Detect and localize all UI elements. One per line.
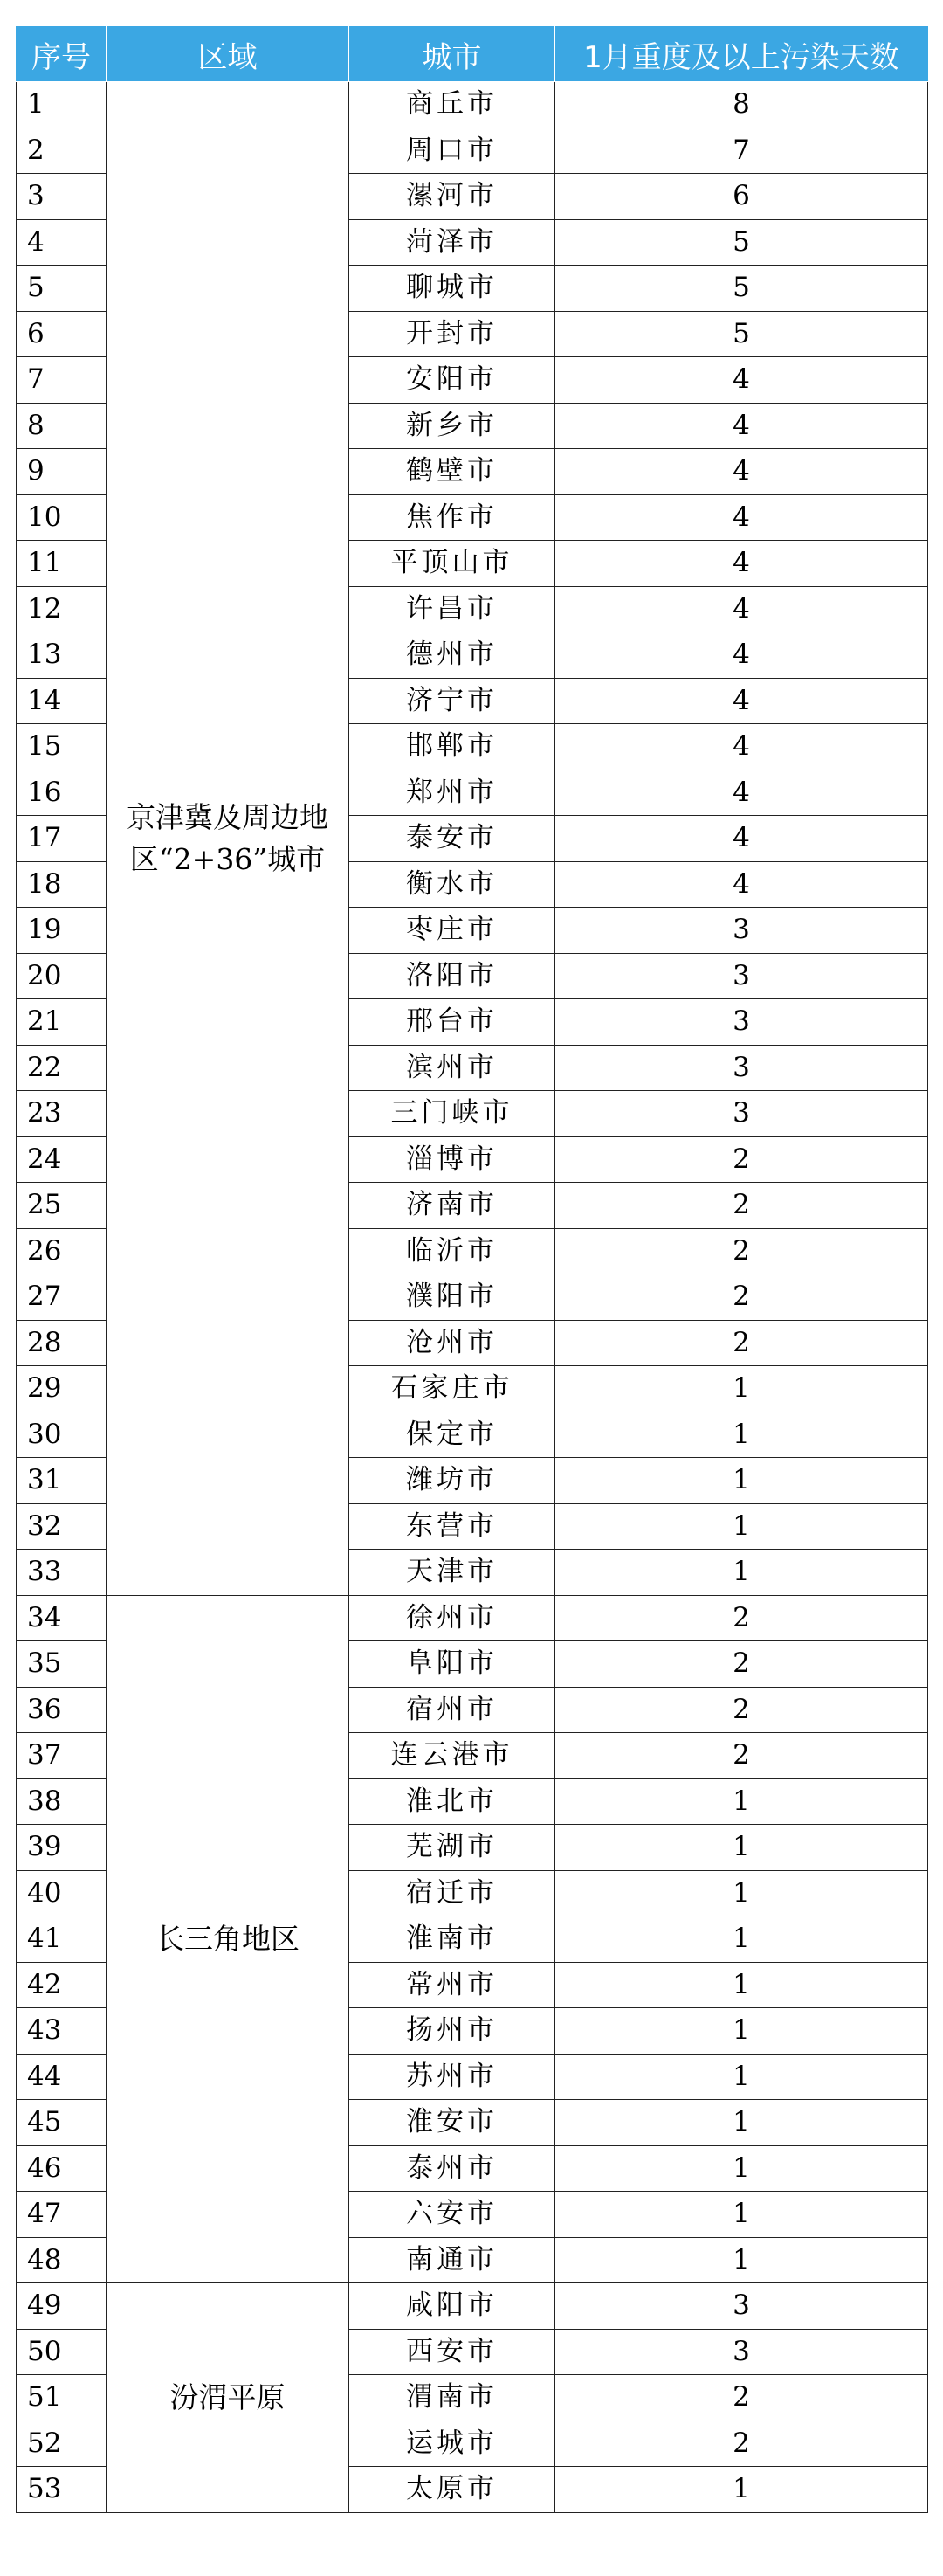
row-index: 32 — [17, 1503, 107, 1550]
pollution-days-cell: 2 — [555, 1595, 928, 1641]
pollution-days-cell: 1 — [555, 1550, 928, 1596]
header-pollution-days: 1月重度及以上污染天数 — [555, 27, 928, 82]
pollution-days-cell: 4 — [555, 494, 928, 541]
pollution-days-cell: 3 — [555, 908, 928, 954]
pollution-days-cell: 2 — [555, 1641, 928, 1688]
city-cell: 平顶山市 — [349, 541, 555, 587]
pollution-days-cell: 4 — [555, 541, 928, 587]
pollution-days-cell: 2 — [555, 1687, 928, 1733]
table-body — [17, 82, 928, 2513]
pollution-days-cell: 8 — [555, 82, 928, 128]
row-index: 19 — [17, 908, 107, 954]
city-cell: 济宁市 — [349, 678, 555, 724]
city-cell: 太原市 — [349, 2467, 555, 2513]
row-index: 8 — [17, 403, 107, 449]
table-row — [17, 82, 928, 128]
city-cell: 衡水市 — [349, 861, 555, 908]
pollution-days-cell: 3 — [555, 2283, 928, 2330]
row-index: 3 — [17, 174, 107, 220]
city-cell: 洛阳市 — [349, 953, 555, 999]
row-index: 28 — [17, 1320, 107, 1366]
row-index: 31 — [17, 1458, 107, 1504]
city-cell: 六安市 — [349, 2192, 555, 2238]
table-row — [17, 1595, 928, 1641]
region-cell: 汾渭平原 — [107, 2283, 349, 2513]
city-cell: 新乡市 — [349, 403, 555, 449]
pollution-days-cell: 2 — [555, 1183, 928, 1229]
row-index: 9 — [17, 449, 107, 495]
city-cell: 潍坊市 — [349, 1458, 555, 1504]
row-index: 24 — [17, 1136, 107, 1183]
row-index: 34 — [17, 1595, 107, 1641]
row-index: 30 — [17, 1412, 107, 1458]
city-cell: 渭南市 — [349, 2375, 555, 2421]
pollution-days-cell: 3 — [555, 1045, 928, 1091]
pollution-days-cell: 5 — [555, 266, 928, 312]
row-index: 16 — [17, 770, 107, 816]
pollution-days-cell: 4 — [555, 861, 928, 908]
row-index: 6 — [17, 311, 107, 357]
city-cell: 宿州市 — [349, 1687, 555, 1733]
row-index: 52 — [17, 2421, 107, 2467]
pollution-days-cell: 1 — [555, 2100, 928, 2146]
row-index: 20 — [17, 953, 107, 999]
city-cell: 邢台市 — [349, 999, 555, 1046]
pollution-days-cell: 1 — [555, 2008, 928, 2055]
row-index: 51 — [17, 2375, 107, 2421]
pollution-days-cell: 4 — [555, 586, 928, 632]
city-cell: 濮阳市 — [349, 1274, 555, 1321]
row-index: 45 — [17, 2100, 107, 2146]
pollution-days-cell: 1 — [555, 2467, 928, 2513]
city-cell: 南通市 — [349, 2237, 555, 2283]
pollution-days-cell: 7 — [555, 128, 928, 174]
city-cell: 三门峡市 — [349, 1091, 555, 1137]
city-cell: 芜湖市 — [349, 1825, 555, 1871]
city-cell: 淮南市 — [349, 1916, 555, 1963]
city-cell: 鹤壁市 — [349, 449, 555, 495]
city-cell: 郑州市 — [349, 770, 555, 816]
pollution-days-cell: 1 — [555, 2192, 928, 2238]
row-index: 2 — [17, 128, 107, 174]
pollution-days-cell: 1 — [555, 1962, 928, 2008]
pollution-days-cell: 2 — [555, 1733, 928, 1779]
pollution-days-cell: 1 — [555, 1825, 928, 1871]
city-cell: 宿迁市 — [349, 1870, 555, 1916]
pollution-days-cell: 1 — [555, 1412, 928, 1458]
row-index: 18 — [17, 861, 107, 908]
row-index: 27 — [17, 1274, 107, 1321]
row-index: 17 — [17, 816, 107, 862]
row-index: 41 — [17, 1916, 107, 1963]
pollution-days-cell: 1 — [555, 2145, 928, 2192]
city-cell: 临沂市 — [349, 1228, 555, 1274]
row-index: 29 — [17, 1366, 107, 1412]
row-index: 33 — [17, 1550, 107, 1596]
city-cell: 西安市 — [349, 2329, 555, 2375]
pollution-days-cell: 4 — [555, 678, 928, 724]
pollution-days-cell: 4 — [555, 357, 928, 404]
row-index: 14 — [17, 678, 107, 724]
pollution-days-cell: 2 — [555, 1274, 928, 1321]
row-index: 37 — [17, 1733, 107, 1779]
pollution-days-cell: 4 — [555, 632, 928, 679]
row-index: 12 — [17, 586, 107, 632]
city-cell: 枣庄市 — [349, 908, 555, 954]
city-cell: 漯河市 — [349, 174, 555, 220]
city-cell: 咸阳市 — [349, 2283, 555, 2330]
pollution-days-cell: 5 — [555, 219, 928, 266]
city-cell: 焦作市 — [349, 494, 555, 541]
pollution-days-cell: 5 — [555, 311, 928, 357]
pollution-days-cell: 2 — [555, 1320, 928, 1366]
pollution-days-cell: 2 — [555, 1136, 928, 1183]
pollution-days-cell: 1 — [555, 1458, 928, 1504]
row-index: 25 — [17, 1183, 107, 1229]
row-index: 1 — [17, 82, 107, 128]
region-cell: 京津冀及周边地区“2+36”城市 — [107, 82, 349, 1596]
city-cell: 沧州市 — [349, 1320, 555, 1366]
city-cell: 菏泽市 — [349, 219, 555, 266]
pollution-ranking-table — [16, 26, 928, 2513]
table-header — [17, 27, 928, 82]
city-cell: 聊城市 — [349, 266, 555, 312]
city-cell: 开封市 — [349, 311, 555, 357]
region-cell: 长三角地区 — [107, 1595, 349, 2283]
row-index: 50 — [17, 2329, 107, 2375]
row-index: 40 — [17, 1870, 107, 1916]
city-cell: 石家庄市 — [349, 1366, 555, 1412]
row-index: 49 — [17, 2283, 107, 2330]
row-index: 53 — [17, 2467, 107, 2513]
city-cell: 周口市 — [349, 128, 555, 174]
city-cell: 东营市 — [349, 1503, 555, 1550]
row-index: 48 — [17, 2237, 107, 2283]
pollution-days-cell: 1 — [555, 1916, 928, 1963]
city-cell: 商丘市 — [349, 82, 555, 128]
pollution-days-cell: 1 — [555, 2237, 928, 2283]
header-row — [17, 27, 928, 82]
row-index: 42 — [17, 1962, 107, 2008]
pollution-days-cell: 3 — [555, 2329, 928, 2375]
city-cell: 安阳市 — [349, 357, 555, 404]
pollution-days-cell: 3 — [555, 999, 928, 1046]
city-cell: 许昌市 — [349, 586, 555, 632]
header-region: 区域 — [107, 27, 349, 82]
city-cell: 淄博市 — [349, 1136, 555, 1183]
pollution-days-cell: 4 — [555, 449, 928, 495]
row-index: 4 — [17, 219, 107, 266]
pollution-days-cell: 4 — [555, 724, 928, 770]
city-cell: 济南市 — [349, 1183, 555, 1229]
row-index: 46 — [17, 2145, 107, 2192]
pollution-days-cell: 2 — [555, 2421, 928, 2467]
pollution-days-cell: 1 — [555, 2054, 928, 2100]
pollution-days-cell: 2 — [555, 1228, 928, 1274]
row-index: 35 — [17, 1641, 107, 1688]
row-index: 10 — [17, 494, 107, 541]
row-index: 38 — [17, 1778, 107, 1825]
pollution-days-cell: 1 — [555, 1778, 928, 1825]
city-cell: 运城市 — [349, 2421, 555, 2467]
city-cell: 常州市 — [349, 1962, 555, 2008]
pollution-days-cell: 1 — [555, 1503, 928, 1550]
row-index: 11 — [17, 541, 107, 587]
pollution-days-cell: 1 — [555, 1870, 928, 1916]
pollution-days-cell: 4 — [555, 816, 928, 862]
city-cell: 苏州市 — [349, 2054, 555, 2100]
row-index: 39 — [17, 1825, 107, 1871]
row-index: 36 — [17, 1687, 107, 1733]
city-cell: 德州市 — [349, 632, 555, 679]
city-cell: 泰州市 — [349, 2145, 555, 2192]
header-city: 城市 — [349, 27, 555, 82]
row-index: 44 — [17, 2054, 107, 2100]
pollution-ranking-table-wrapper — [16, 26, 927, 2513]
city-cell: 邯郸市 — [349, 724, 555, 770]
city-cell: 滨州市 — [349, 1045, 555, 1091]
row-index: 26 — [17, 1228, 107, 1274]
row-index: 47 — [17, 2192, 107, 2238]
row-index: 21 — [17, 999, 107, 1046]
city-cell: 泰安市 — [349, 816, 555, 862]
city-cell: 天津市 — [349, 1550, 555, 1596]
city-cell: 保定市 — [349, 1412, 555, 1458]
city-cell: 淮安市 — [349, 2100, 555, 2146]
table-row — [17, 2283, 928, 2330]
pollution-days-cell: 2 — [555, 2375, 928, 2421]
header-index: 序号 — [17, 27, 107, 82]
city-cell: 扬州市 — [349, 2008, 555, 2055]
row-index: 7 — [17, 357, 107, 404]
pollution-days-cell: 3 — [555, 953, 928, 999]
row-index: 22 — [17, 1045, 107, 1091]
row-index: 23 — [17, 1091, 107, 1137]
row-index: 15 — [17, 724, 107, 770]
pollution-days-cell: 4 — [555, 770, 928, 816]
pollution-days-cell: 4 — [555, 403, 928, 449]
row-index: 13 — [17, 632, 107, 679]
city-cell: 连云港市 — [349, 1733, 555, 1779]
city-cell: 阜阳市 — [349, 1641, 555, 1688]
city-cell: 徐州市 — [349, 1595, 555, 1641]
city-cell: 淮北市 — [349, 1778, 555, 1825]
pollution-days-cell: 6 — [555, 174, 928, 220]
row-index: 5 — [17, 266, 107, 312]
row-index: 43 — [17, 2008, 107, 2055]
pollution-days-cell: 3 — [555, 1091, 928, 1137]
pollution-days-cell: 1 — [555, 1366, 928, 1412]
